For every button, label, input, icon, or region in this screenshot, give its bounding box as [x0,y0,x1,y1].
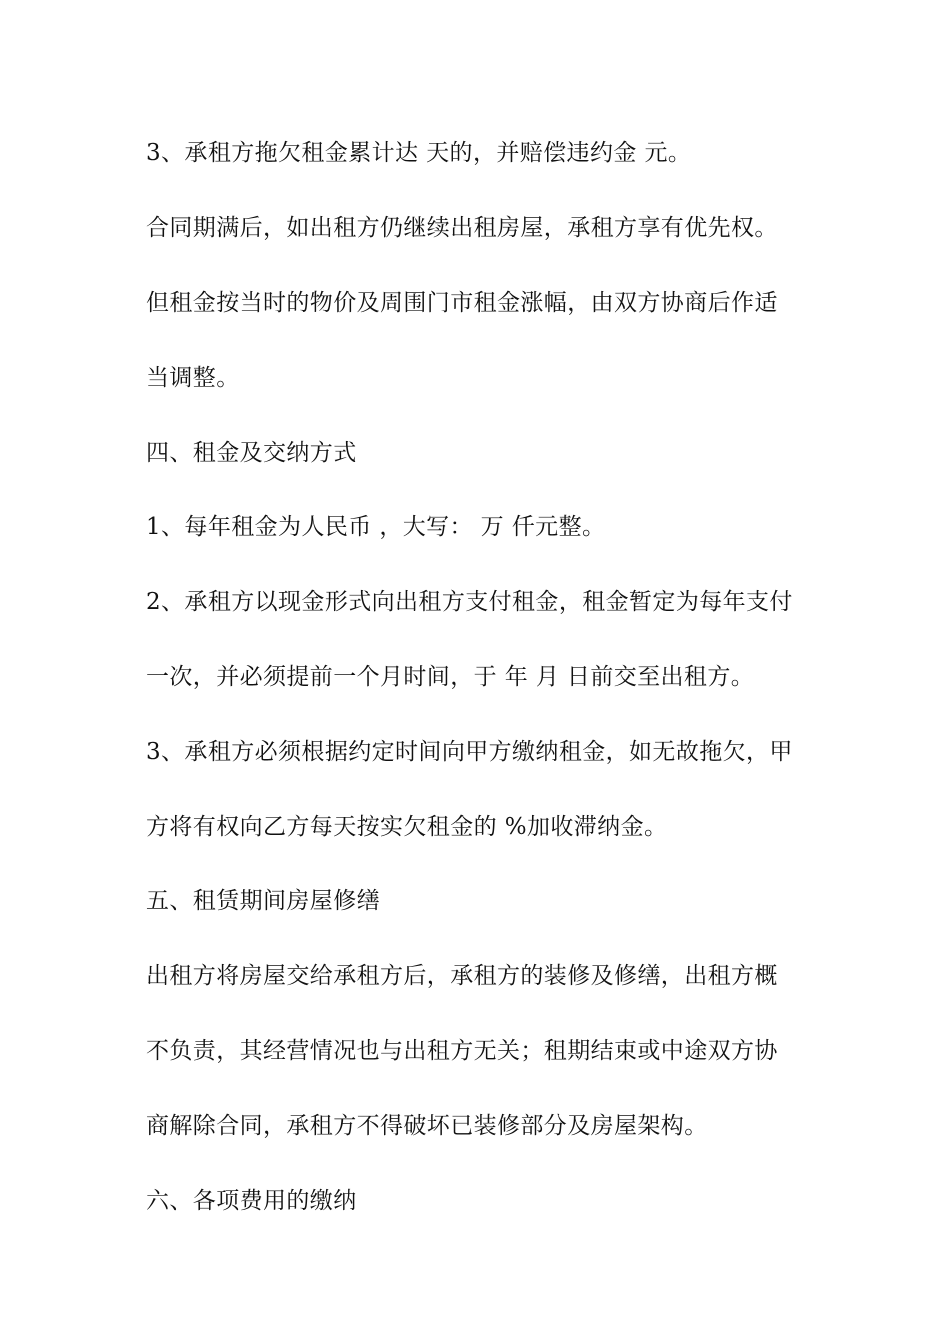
clause-3-late-fee-line-2: 方将有权向乙方每天按实欠租金的 %加收滞纳金。 [146,814,668,840]
repairs-paragraph-line-2: 不负责，其经营情况也与出租方无关；租期结束或中途双方协 [146,1038,778,1064]
renewal-priority-line-3: 当调整。 [146,365,240,391]
section-5-heading: 五、租赁期间房屋修缮 [146,888,380,914]
repairs-paragraph-line-1: 出租方将房屋交给承租方后，承租方的装修及修缮，出租方概 [146,963,778,989]
renewal-priority-line-1: 合同期满后，如出租方仍继续出租房屋，承租方享有优先权。 [146,215,778,241]
clause-1-annual-rent: 1、每年租金为人民币 ，大写： 万 仟元整。 [146,514,606,540]
renewal-priority-line-2: 但租金按当时的物价及周围门市租金涨幅，由双方协商后作适 [146,290,778,316]
clause-3-arrears-penalty: 3、承租方拖欠租金累计达 天的，并赔偿违约金 元。 [146,140,692,166]
clause-3-late-fee-line-1: 3、承租方必须根据约定时间向甲方缴纳租金，如无故拖欠，甲 [146,739,793,765]
clause-2-payment-line-2: 一次，并必须提前一个月时间，于 年 月 日前交至出租方。 [146,664,755,690]
section-6-heading: 六、各项费用的缴纳 [146,1188,357,1214]
section-4-heading: 四、租金及交纳方式 [146,440,357,466]
repairs-paragraph-line-3: 商解除合同，承租方不得破坏已装修部分及房屋架构。 [146,1113,708,1139]
clause-2-payment-line-1: 2、承租方以现金形式向出租方支付租金，租金暂定为每年支付 [146,589,793,615]
